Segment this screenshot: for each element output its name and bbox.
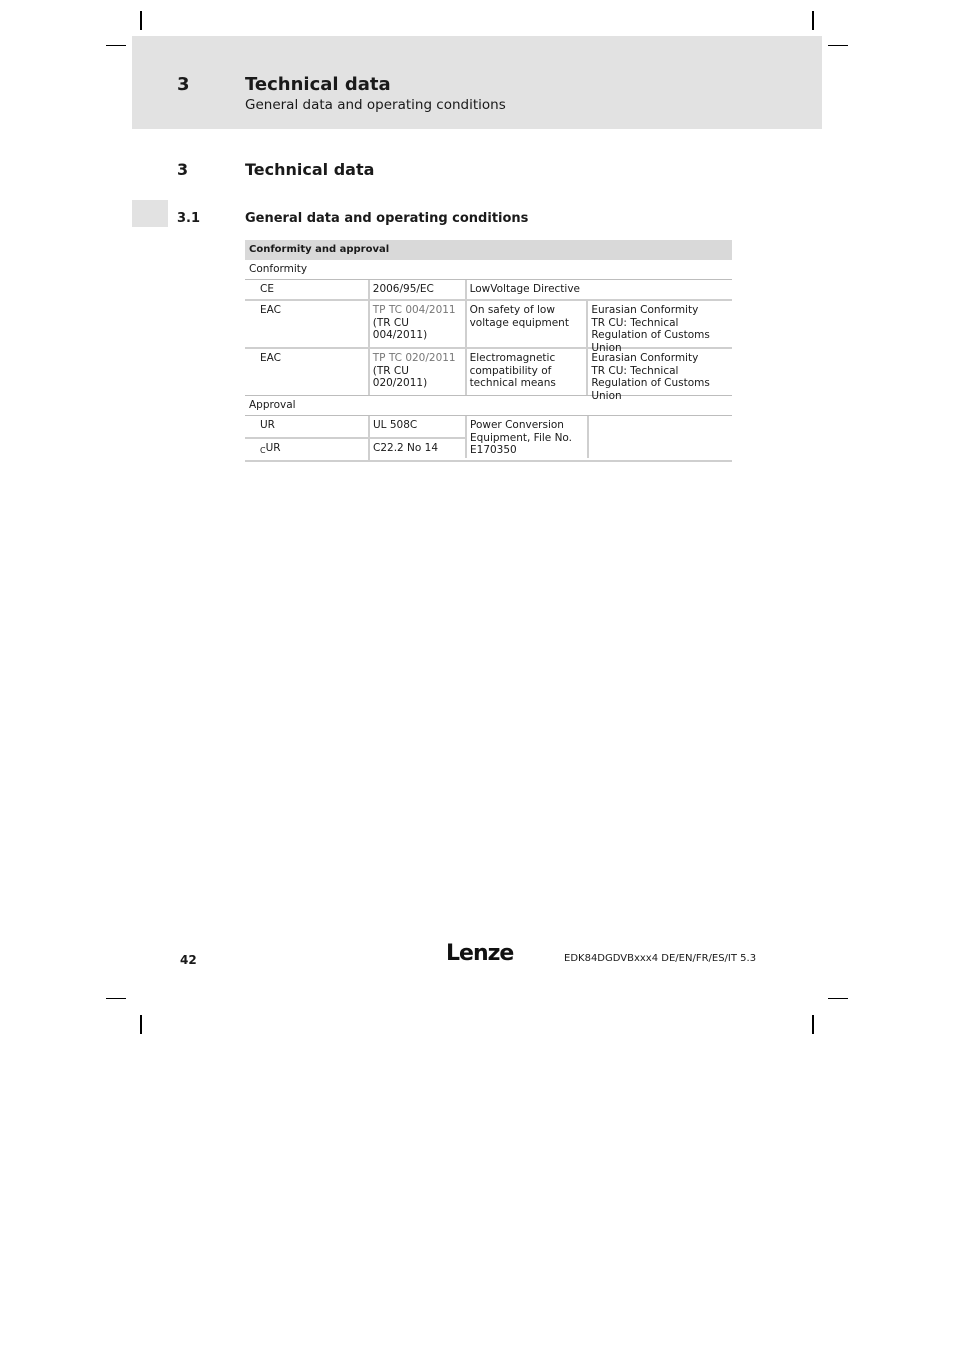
cell-description: Electromagnetic compatibility of technical means xyxy=(465,349,587,395)
cell-description: On safety of low voltage equipment xyxy=(465,301,587,347)
page-number: 42 xyxy=(180,953,197,967)
note-line-2: TR CU: Technical Regulation of Customs Union xyxy=(591,364,710,402)
section-title: Technical data xyxy=(245,160,375,179)
crop-mark xyxy=(140,1015,142,1034)
cell-mark: EAC xyxy=(260,352,281,364)
crop-mark xyxy=(828,998,848,999)
subsection-number: 3.1 xyxy=(177,211,201,226)
standard-alt-code: (TR CU 004/2011) xyxy=(372,316,428,341)
mark-text: UR xyxy=(265,442,281,454)
cell-note xyxy=(586,349,732,402)
lenze-logo: Lenze xyxy=(446,941,514,966)
cell-mark: UR xyxy=(260,419,275,431)
group-label-conformity: Conformity xyxy=(245,260,732,280)
cell-mark: CE xyxy=(260,283,274,295)
crop-mark xyxy=(812,1015,814,1034)
section-number: 3 xyxy=(177,160,189,179)
header-subtitle: General data and operating conditions xyxy=(245,97,506,113)
mark-prefix: C xyxy=(260,446,266,455)
standard-alt-code: (TR CU 020/2011) xyxy=(372,364,428,389)
section-side-marker xyxy=(132,200,168,227)
cell-description: Power Conversion Equipment, File No. E170350 xyxy=(465,416,587,458)
cell-standard: UL 508C xyxy=(368,416,465,437)
note-line-2: TR CU: Technical Regulation of Customs Union xyxy=(591,316,710,354)
crop-mark xyxy=(140,11,142,30)
table-row xyxy=(245,301,732,354)
cell-standard xyxy=(368,301,465,347)
table-header: Conformity and approval xyxy=(245,240,732,260)
crop-mark xyxy=(106,998,126,999)
cell-mark xyxy=(257,439,368,460)
subsection-title: General data and operating conditions xyxy=(245,211,529,226)
document-id: EDK84DGDVBxxx4 DE/EN/FR/ES/IT 5.3 xyxy=(564,953,757,964)
table-row xyxy=(245,280,732,301)
cell-note xyxy=(586,301,732,354)
table-row xyxy=(245,349,732,402)
approval-block xyxy=(245,416,732,462)
crop-mark xyxy=(812,11,814,30)
header-chapter-number: 3 xyxy=(177,74,190,95)
cell-standard xyxy=(368,349,465,395)
group-label-approval: Approval xyxy=(245,396,732,416)
cell-standard: 2006/95/EC xyxy=(368,280,465,299)
conformity-approval-table xyxy=(245,240,732,462)
crop-mark xyxy=(828,45,848,46)
standard-code: TP TC 004/2011 xyxy=(372,304,456,316)
header-chapter-title: Technical data xyxy=(245,74,391,95)
note-line-1: Eurasian Conformity xyxy=(591,304,699,316)
crop-mark xyxy=(106,45,126,46)
cell-description: LowVoltage Directive xyxy=(465,280,732,299)
cell-note-empty xyxy=(587,416,734,458)
standard-code: TP TC 020/2011 xyxy=(372,352,456,364)
note-line-1: Eurasian Conformity xyxy=(591,352,699,364)
cell-mark: EAC xyxy=(260,304,281,316)
page-header-band xyxy=(132,36,822,129)
cell-standard: C22.2 No 14 xyxy=(368,439,465,460)
